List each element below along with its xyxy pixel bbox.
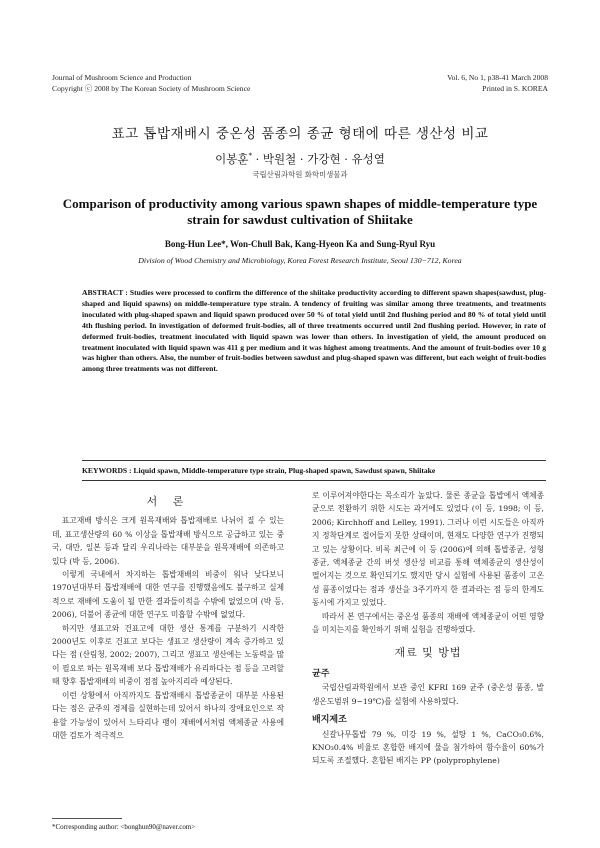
intro-paragraph-1: 표고재배 방식은 크게 원목재배와 톱밥재배로 나뉘어 질 수 있는데, 표고생산량의 60 % 이상을 톱밥재배 방식으로 공급하고 있는 중국, 대만, 일본 등과 달리 우리나라는 대부분을 원목재배에 의존하고 있다 (박 등, 2006). [52,516,284,566]
footnote-rule [52,818,122,819]
corresponding-author-footnote: *Corresponding author: <bonghun90@naver.com> [52,823,196,831]
korean-authors [0,151,600,167]
journal-header-right [447,72,548,94]
corresponding-mark: * [248,152,252,161]
intro-final-paragraph: 따라서 본 연구에서는 중온성 품종의 재배에 액체종균이 어떤 영향을 미치는지를 확인하기 위해 실험을 진행하였다. [312,611,544,635]
abstract: ABSTRACT : Studies were processed to confirm the difference of the shiitake productivity according to different spawn shapes(sawdust, plug-shaped and liquid spawns) on middle-temperature type strain. A tendency of fruiting was similar among three treatments, and treatments inoculated with plug-shaped spawn and liquid spawn produced over 50 % of total yield until 2nd flushing period and 80 % of total yield until 4th flushing period. In investigation of deformed fruit-bodies, all of three treatments occurred until 2nd flushing period. However, in rate of deformed fruit-bodies, treatment inoculated with liquid spawn was lower than others. In investigation of yield, the amount produced on treatment inoculated with liquid spawn was 411 g per medium and it was highest among treatments. And the amount of fruit-bodies over 10 g was higher than others. Also, the number of fruit-bodies between sawdust and plug-shaped spawn was different, but each weight of fruit-bodies among three treatments was not different. [82,288,546,374]
english-title: Comparison of productivity among various spawn shapes of middle-temperature type strain for sawdust cultivation of Shiitake [62,196,538,227]
korean-affiliation: 국립산림과학원 화학미생물과 [252,170,348,179]
subheading-medium: 배지제조 [312,715,347,726]
english-affiliation: Division of Wood Chemistry and Microbiology, Korea Forest Research Institute, Seoul 130−712, Korea [138,256,462,265]
divider-top [82,460,546,461]
medium-paragraph: 신갈나무톱밥 79 %, 미강 19 %, 설탕 1 %, CaCO₃0.6%, KNO₃0.4% 비율로 혼합한 배지에 물을 첨가하여 함수율이 60%가 되도록 조절했다. 혼합된 배지는 PP (polyprophylene) [312,729,544,766]
intro-paragraph-4: 이런 상황에서 아직까지도 톱밥재배시 톱밥종균이 대부분 사용된다는 점은 균주의 경제를 실현하는데 있어서 하나의 장애요인으로 작용할 가능성이 있어서 느타리나 팽이 재배에서처럼 액체종균 사용에 대한 검토가 적극적으 [52,690,284,740]
korean-first-author: 이봉훈 [215,152,249,166]
korean-other-authors: · 박원철 · 가강현 · 유성열 [251,152,385,166]
korean-title: 표고 톱밥재배시 중온성 품종의 종균 형태에 따른 생산성 비교 [111,126,489,142]
left-column [52,495,284,742]
divider-bottom [82,480,546,481]
journal-header-left [52,72,250,94]
strain-paragraph: 국립산림과학원에서 보관 중인 KFRI 169 균주 (중온성 품종, 발생온도범위 9~19℃)를 실험에 사용하였다. [312,683,544,706]
intro-paragraph-2: 이렇게 국내에서 차지하는 톱밥재배의 비중이 워낙 낮다보니 1970년대부터 톱밥재배에 대한 연구를 진행했음에도 불구하고 실제적으로 재배에 도움이 될 만한 결과들이적을 수밖에 없었으며 (박 등, 2006), 더불어 종균에 대한 연구도 미흡할 수밖에 없었다. [52,570,284,620]
intro-continued-paragraph: 로 이루어져야한다는 목소리가 높았다. 물론 종균을 톱밥에서 액체종균으로 전환하기 위한 시도는 과거에도 있었다 (이 등, 1998; 이 등, 2006; Kirchhoff and Lelley, 1991). 그러나 이런 시도들은 아직까지 정착단계로 접어들지 못한 상태이며, 현재도 다양한 연구가 진행되고 있는 상황이다. 비록 최근에 이 등 (2006)에 의해 톱밥종균, 성형종균, 액체종균 간의 버섯 생산성 비교를 통해 액체종균의 생산성이 떨어지는 것으로 확인되기도 했지만 당시 실험에 사용된 품종이 고온성 품종이었다는 점과 생산을 3주기까지 한 결과라는 점 등의 한계도 동시에 가지고 있었다. [312,491,544,608]
intro-paragraph-3: 하지만 생표고와 건표고에 대한 생산 통계를 구분하기 시작한 2000년도 이후로 건표고 보다는 생표고 생산량이 계속 증가하고 있다는 점 (산림청, 2002; 2007), 그리고 생표고 생산에는 노동력을 많이 필요로 하는 원목재배 보다 톱밥재배가 유리하다는 점 등을 고려할 때 향후 톱밥재배의 비중이 점점 높아지리라 예상된다. [52,623,284,687]
section-heading-intro: 서 론 [146,495,190,508]
subheading-strain: 균주 [312,668,330,679]
section-heading-methods: 재료 및 방법 [394,646,462,660]
journal-name: Journal of Mushroom Science and Production [52,73,192,82]
printed-line: Printed in S. KOREA [482,84,548,93]
copyright-line: Copyright ⓒ 2008 by The Korean Society of Mushroom Science [52,84,251,93]
right-column [312,489,544,768]
keywords: KEYWORDS : Liquid spawn, Middle-temperature type strain, Plug-shaped spawn, Sawdust spawn, Shiitake [82,466,436,475]
volume-line: Vol. 6, No 1, p38-41 March 2008 [447,73,548,82]
english-authors: Bong-Hun Lee*, Won-Chull Bak, Kang-Hyeon Ka and Sung-Ryul Ryu [164,239,436,249]
